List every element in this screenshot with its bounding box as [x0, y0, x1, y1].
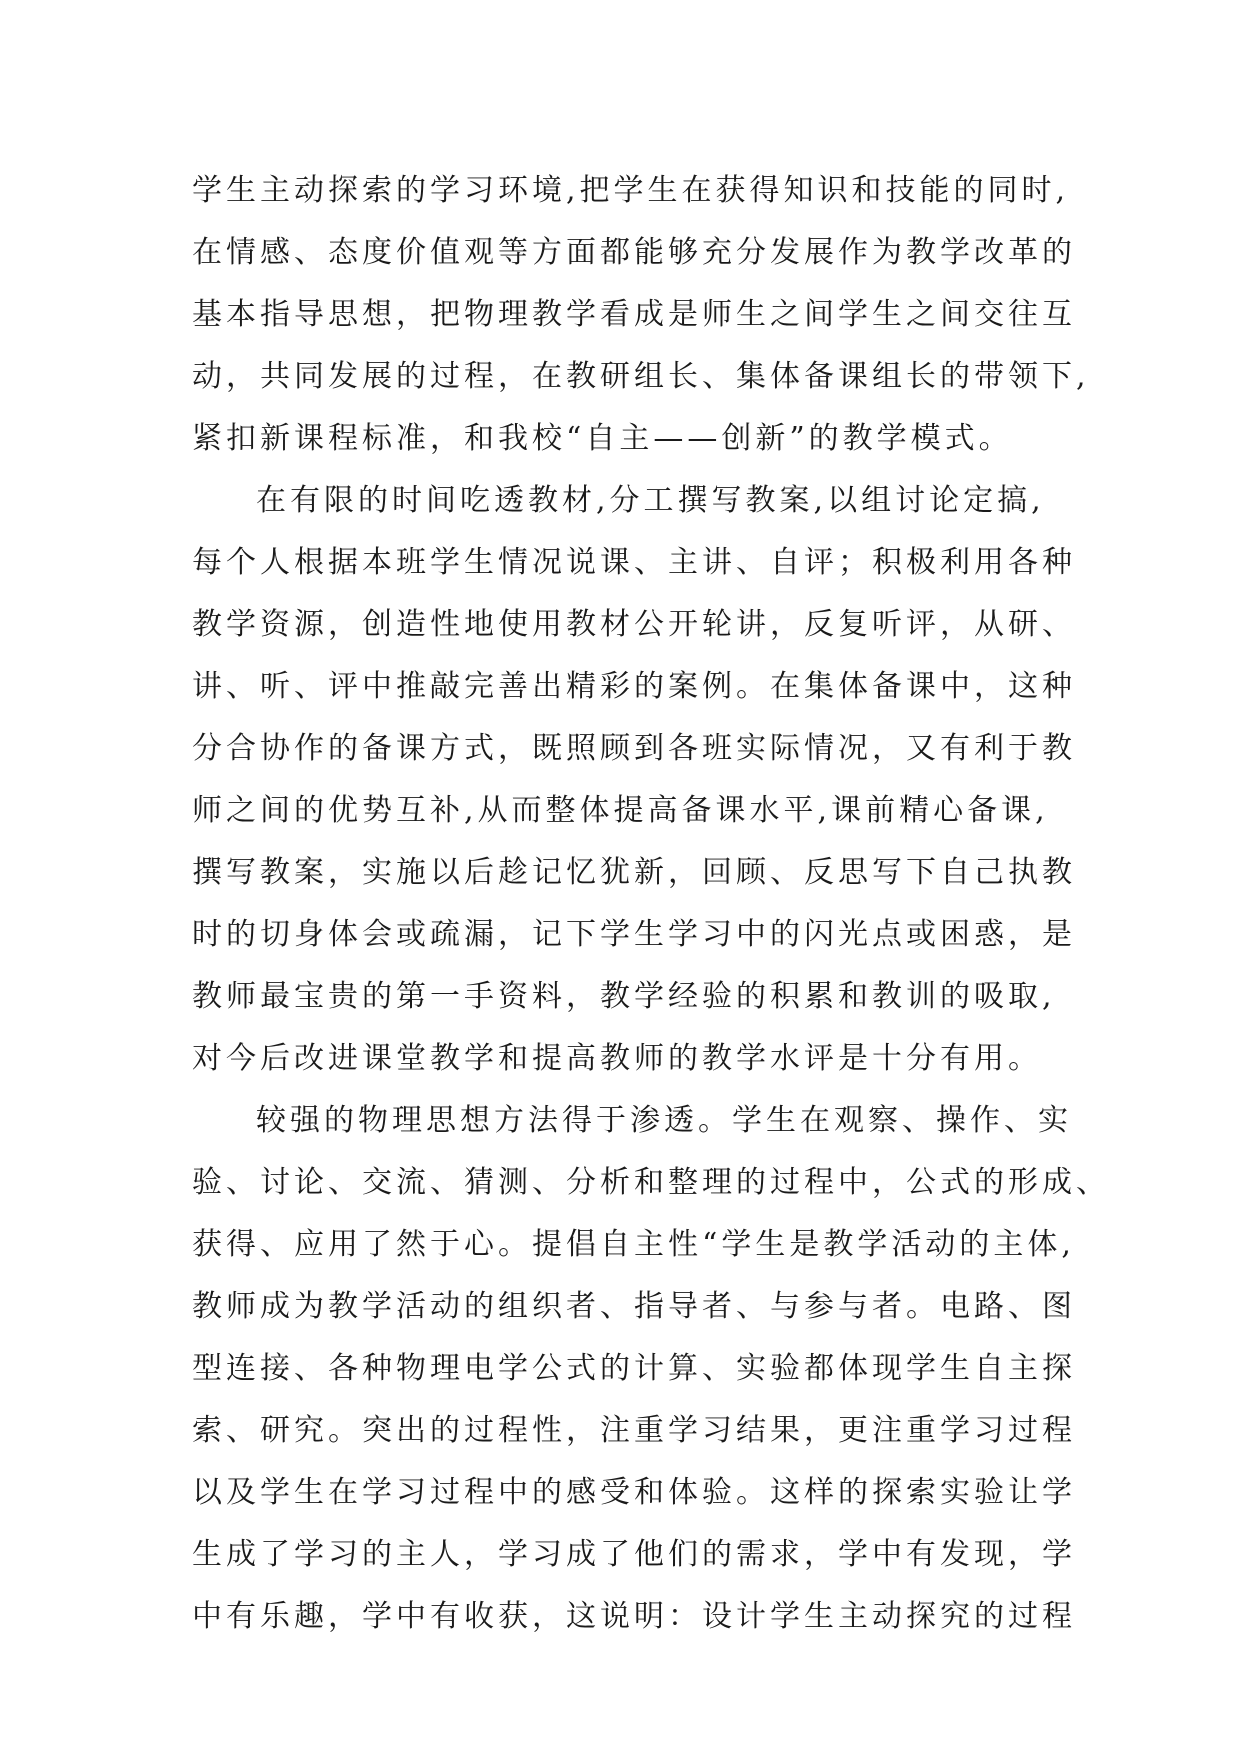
text-line: 学生主动探索的学习环境,把学生在获得知识和技能的同时,: [192, 173, 1070, 208]
text-line: 教师最宝贵的第一手资料，教学经验的积累和教训的吸取,: [192, 979, 1056, 1014]
text-line: 讲、听、评中推敲完善出精彩的案例。在集体备课中，这种: [192, 669, 1076, 704]
text-line: 教师成为教学活动的组织者、指导者、与参与者。电路、图: [192, 1289, 1076, 1324]
text-line: 以及学生在学习过程中的感受和体验。这样的探索实验让学: [192, 1475, 1076, 1510]
text-line: 型连接、各种物理电学公式的计算、实验都体现学生自主探: [192, 1351, 1076, 1386]
text-line: 索、研究。突出的过程性，注重学习结果，更注重学习过程: [192, 1413, 1076, 1448]
paragraph-start-line: 在有限的时间吃透教材,分工撰写教案,以组讨论定搞,: [256, 483, 1045, 518]
text-line: 基本指导思想，把物理教学看成是师生之间学生之间交往互: [192, 297, 1076, 332]
text-line: 生成了学习的主人，学习成了他们的需求，学中有发现，学: [192, 1537, 1076, 1572]
text-line: 在情感、态度价值观等方面都能够充分发展作为教学改革的: [192, 235, 1076, 270]
text-line: 对今后改进课堂教学和提高教师的教学水评是十分有用。: [192, 1041, 1042, 1076]
text-line: 获得、应用了然于心。提倡自主性“学生是教学活动的主体,: [192, 1227, 1075, 1262]
text-line: 紧扣新课程标准，和我校“自主——创新”的教学模式。: [192, 421, 1013, 456]
text-line: 每个人根据本班学生情况说课、主讲、自评；积极利用各种: [192, 545, 1076, 580]
text-line: 动，共同发展的过程，在教研组长、集体备课组长的带领下,: [192, 359, 1090, 394]
text-line: 分合协作的备课方式，既照顾到各班实际情况，又有利于教: [192, 731, 1076, 766]
paragraph-start-line: 较强的物理思想方法得于渗透。学生在观察、操作、实: [256, 1103, 1072, 1138]
text-line: 时的切身体会或疏漏，记下学生学习中的闪光点或困惑，是: [192, 917, 1076, 952]
body-text: [192, 160, 1110, 1648]
text-line: 教学资源，创造性地使用教材公开轮讲，反复听评，从研、: [192, 607, 1076, 642]
text-line: 师之间的优势互补,从而整体提高备课水平,课前精心备课,: [192, 793, 1049, 828]
text-line: 撰写教案，实施以后趁记忆犹新，回顾、反思写下自己执教: [192, 855, 1076, 890]
text-line: 中有乐趣，学中有收获，这说明：设计学生主动探究的过程: [192, 1599, 1076, 1634]
text-line: 验、讨论、交流、猜测、分析和整理的过程中，公式的形成、: [192, 1165, 1110, 1200]
